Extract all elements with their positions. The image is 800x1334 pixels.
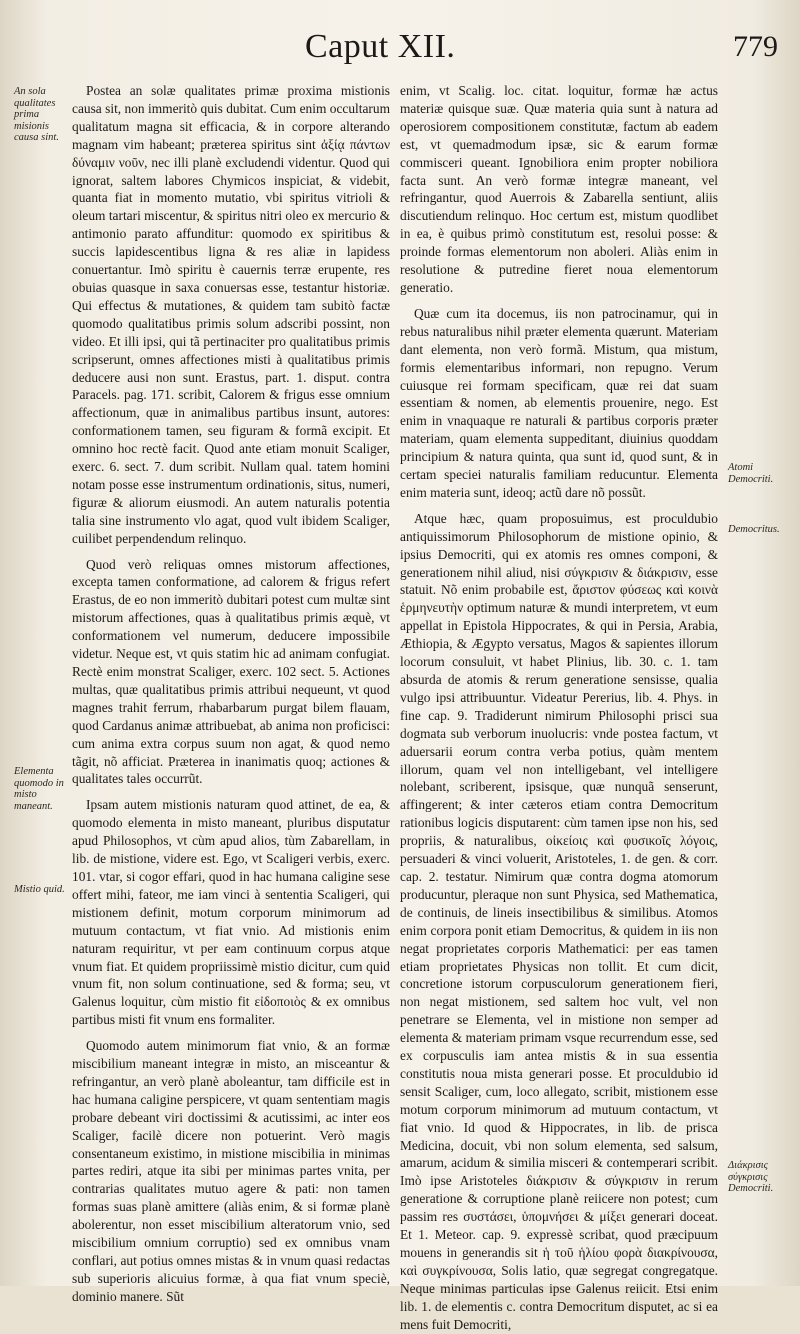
paragraph: Ipsam autem mistionis naturam quod attinet, de ea, & quomodo elementa in misto maneant, pluribus disputatur apud Philosophos, vt cùm apud alios, tùm Zabarellam, in lib. de mistione, videre est. Ego, vt Scaligeri verbis, exerc. 101. vtar, si cogor effari, quod in hac humana caligine sese offert mihi, fateor, me iam vinci à sententia Scaligeri, qui mistionem definit, motum corporum minimorum ad mutuum contactum, vt fiat vnio. Ad mistionis enim naturam requiritur, vt per eam continuum corpus atque vnum fiat. Et quidem propriissimè mistio dicitur, cum quid vnum fit, non solum continuatione, sed & forma; seu, vt Galenus loquitur, cùm mistio fit εἰδοποιὸς & ex omnibus partibus misti fit vnum ens formaliter. [72,797,390,1028]
paragraph: Quæ cum ita docemus, iis non patrocinamur, qui in rebus naturalibus nihil præter elementa quærunt. Materiam dant elementa, non verò formã. Mistum, qua mistum, formis elementaribus informari, non repugno. Verum cuiusque rei formam specificam, quæ rei dat suam essentiam & nomen, ab elementis prouenire, nego. Est enim in vnaquaque re naturali & partibus corporis præter materiam, quam elementa suppeditant, diuinius quoddam principium & natura quinta, qua sunt id, quod sunt, & in certam speciei naturalis familiam reducuntur. Elementa enim materia sunt, ideoq; actũ dare nõ possũt. [400,305,718,500]
paragraph: Postea an solæ qualitates primæ proxima mistionis causa sit, non immeritò quis dubitat. Cum enim occultarum qualitatum magna sit efficacia, & in corpore alterando magnam vim habeant; præterea spiritus sint ἀξίᾳ πάντων δύναμιν νοῦν, nec illi planè excludendi videntur. Quod qui ignorat, saltem labores Chymicos inspiciat, & videbit, quanta fiat in momento mutatio, vbi spiritus vitrioli & oleum tartari miscentur, & spiritus nitri oleo ex mercurio & antimonio parato affunditur: quomodo ex spiritibus & succis lapidescentibus ligna & res aliæ in lapidess conuertantur. Imò spiritu è cauernis terræ erupente, res obuias quasque in saxa conuersas esse, testantur historiæ. Qui effectus & mutationes, & quidem tam subitò factæ quomodo qualitatibus primis solum adscribi possint, non video. Et illi ipsi, qui tã pertinaciter pro qualitatibus primis scripserunt, omnes affectiones misti à qualitatibus primis deducere ausi non sunt. Erastus, part. 1. disput. contra Paracels. pag. 171. scribit, Calorem & frigus esse omnium affectionum, quæ in animalibus partibus insunt, autores: conformationem tamen, seu figuram & formã excipit. Et omnino hoc rectè facit. Quod ante etiam monuit Scaliger, exerc. 6. sect. 7. dum scribit. Nullam qual. tatem homini notam posse esse instrumentum ordinationis, situs, numeri, figuræ & aliorum eiusmodi. An autem naturalis potentia talia sine instrumento vlo agat, quod vult ibidem Scaliger, cuilibet perpendendum relinquo. [72,83,390,546]
page-header [0,28,800,74]
text-column-right [400,82,718,1334]
paragraph: Quomodo autem minimorum fiat vnio, & an formæ miscibilium maneant integræ in misto, an misceantur & refringantur, an verò planè aboleantur, tam difficile est in hac humana caligine perspicere, vt quam sententiam magis probare debeant viri doctissimi & acutissimi, ac inter eos Scaliger, facilè dicere non potuerint. Verò magis consentaneum existimo, in mistione miscibilia in minimas partes rediri, atque ita sibi per minimas partes vnita, per contrarias qualitates mutuo agere & pati: non tamen formas suas planè amittere (aliàs enim, & si formæ planè abolerentur, non esset miscibilium alteratorum vnio, sed miscibilium omnium corruptio) sed ex omnibus vnam conflari, aut potius omnes mistas & in vnum quasi redactas sub superioris alicuius formæ, à qua fiat vnum speciè, dominio manere. Sũt [72,1038,390,1304]
margin-note-right: Διάκρισις σύγκρισις Democriti. [728,1160,774,1194]
text-column-left [72,82,390,1306]
paragraph: enim, vt Scalig. loc. citat. loquitur, formæ hæ actus materiæ quisque suæ. Quæ materia quia sunt à natura ad operosiorem compositionem constitutæ, factum ab eadem est, vt quemadmodum ipsæ, sic & earum formæ commisceri queant. Ignobiliora enim propter nobiliora facta sunt. An verò formæ integræ maneant, vel refringantur, quod Auerrois & Zabarella sentiunt, aliis discutiendum relinquo. Hoc certum est, mistum quodlibet in ea, è quibus primò constitutum est, resolui posse: & proinde formas elementorum non aboleri. Aliàs enim in resolutione & putredine fieret noua elementorum generatio. [400,83,718,295]
margin-note-left: An sola qualitates prima misionis causa sint. [14,86,59,143]
paragraph: Atque hæc, quam proposuimus, est proculdubio antiquissimorum Philosophorum de mistione opinio, & ipsius Democriti, qui ex atomis res omnes componi, & generationem nihil aliud, nisi σύγκρισιν & διάκρισιν, esse statuit. Nõ enim probabile est, ἄριστον φύσεως καὶ κοινὰ ἑρμηνευτὴν optimum naturæ & mundi interpretem, vt eum appellat in Epistola Hippocrates, & qui in Persia, Arabia, Æthiopia, & Ægypto versatus, Magos & sapientes illorum locorum consuluit, vt habet Plinius, lib. 30. c. 1. tam absurda de atomis & rerum generatione sensisse, qualia vulgo ipsi attribuuntur. Videatur Pererius, lib. 4. Phys. in fine cap. 9. Tradiderunt nimirum Philosophi prisci sua dogmata sub verborum inuolucris: vnde postea factum, vt aduersarii eorum contra verba potius, quàm mentem illorum, quam vel non intelligebant, vel intelligere nolebant, scriberent, ipsisque, quæ nunquã senserunt, affingerent; & inter cæteros etiam contra Democritum rationibus logicis disputarent: cùm tamen ipse non his, sed propriis, & naturalibus, οἰκείοις καὶ φυσικοῖς λόγοις, persuaderi & vinci voluerit, Aristoteles, 1. de gen. & corr. cap. 2. testatur. Nimirum quæ contra dogma atomorum producuntur, pleraque non sunt Physica, sed Mathematica, de continuis, de lineis insectibilibus & similibus. Atomos enim corpora ponit etiam Democritus, & quidem in iis non negat proprietates corporis Mathematici: per eas tamen etiam proprietates Physicas non tollit. Et cum dicit, concretione istorum corpusculorum generationem fieri, non negat mistionem, sed saltem hoc vult, vel non penetrare se Elementa, vel in mistione non semper ad elementa & materiam primam vsque recurrendum esse, sed ex corpusculis iam antea mistis & in sua essentia constitutis noua mista generari posse. Et proculdubio id sensit Scaliger, cum, loco allegato, scribit, mistionem esse motum corporum minimorum ad mutuum contactum, vt fiat vnio. Id quod & Hippocrates, in lib. de prisca Medicina, docuit, vbi non solum elementa, sed salsum, amarum, acidum & similia misceri & contemperari scribit. Imò ipse Aristoteles διάκρισιν & σύγκρισιν in rerum generatione & corruptione planè reiicere non potest; cum passim res συστάσει, ὑπομνήσει & μίξει generari doceat. Et 1. Meteor. cap. 9. expressè scribat, quod præcipuum mouens in generandis sit ἡ τοῦ ἡλίου φορὰ διακρίνουσα, καὶ συγκρίνουσα, Solis latio, quæ segregat congregatque. Neque minimas particulas ipse Galenus reiicit. Etsi enim lib. 1. de elementis c. contra Democritum disputet, ac si ea mens fuit Democriti, [400,510,718,1332]
paragraph: Quod verò reliquas omnes mistorum affectiones, excepta tamen conformatione, ad calorem & frigus refert Erastus, de eo non immeritò dubitari potest cum multæ sint mistorum affectiones, quas à qualitatibus primis æquè, vt conformationem vel numerum, deducere impossibile videtur. Neque est, vt quis statim hic ad animam confugiat. Rectè enim monstrat Scaliger, exerc. 102 sect. 5. Actiones multas, quæ qualitatibus primis attribui nequeunt, vt quod magnes trahit ferrum, rhabarbarum purgat bilem flauam, quod Cardanus animæ attribuebat, ab anima non proficisci: cum anima extra corpus suum non agat, & quod nemo tãgit, nõ afficiat. Præterea in inanimatis quoq; actiones & qualitates tales occurrũt. [72,556,390,787]
page-number: 779 [733,30,778,63]
margin-note-left: Elementa quomodo in misto maneant. [14,766,64,812]
running-head: Caput XII. [305,28,456,65]
margin-note-left: Mistio quid. [14,884,65,895]
margin-note-right: Democritus. [728,524,780,535]
margin-note-right: Atomi Democriti. [728,462,774,485]
